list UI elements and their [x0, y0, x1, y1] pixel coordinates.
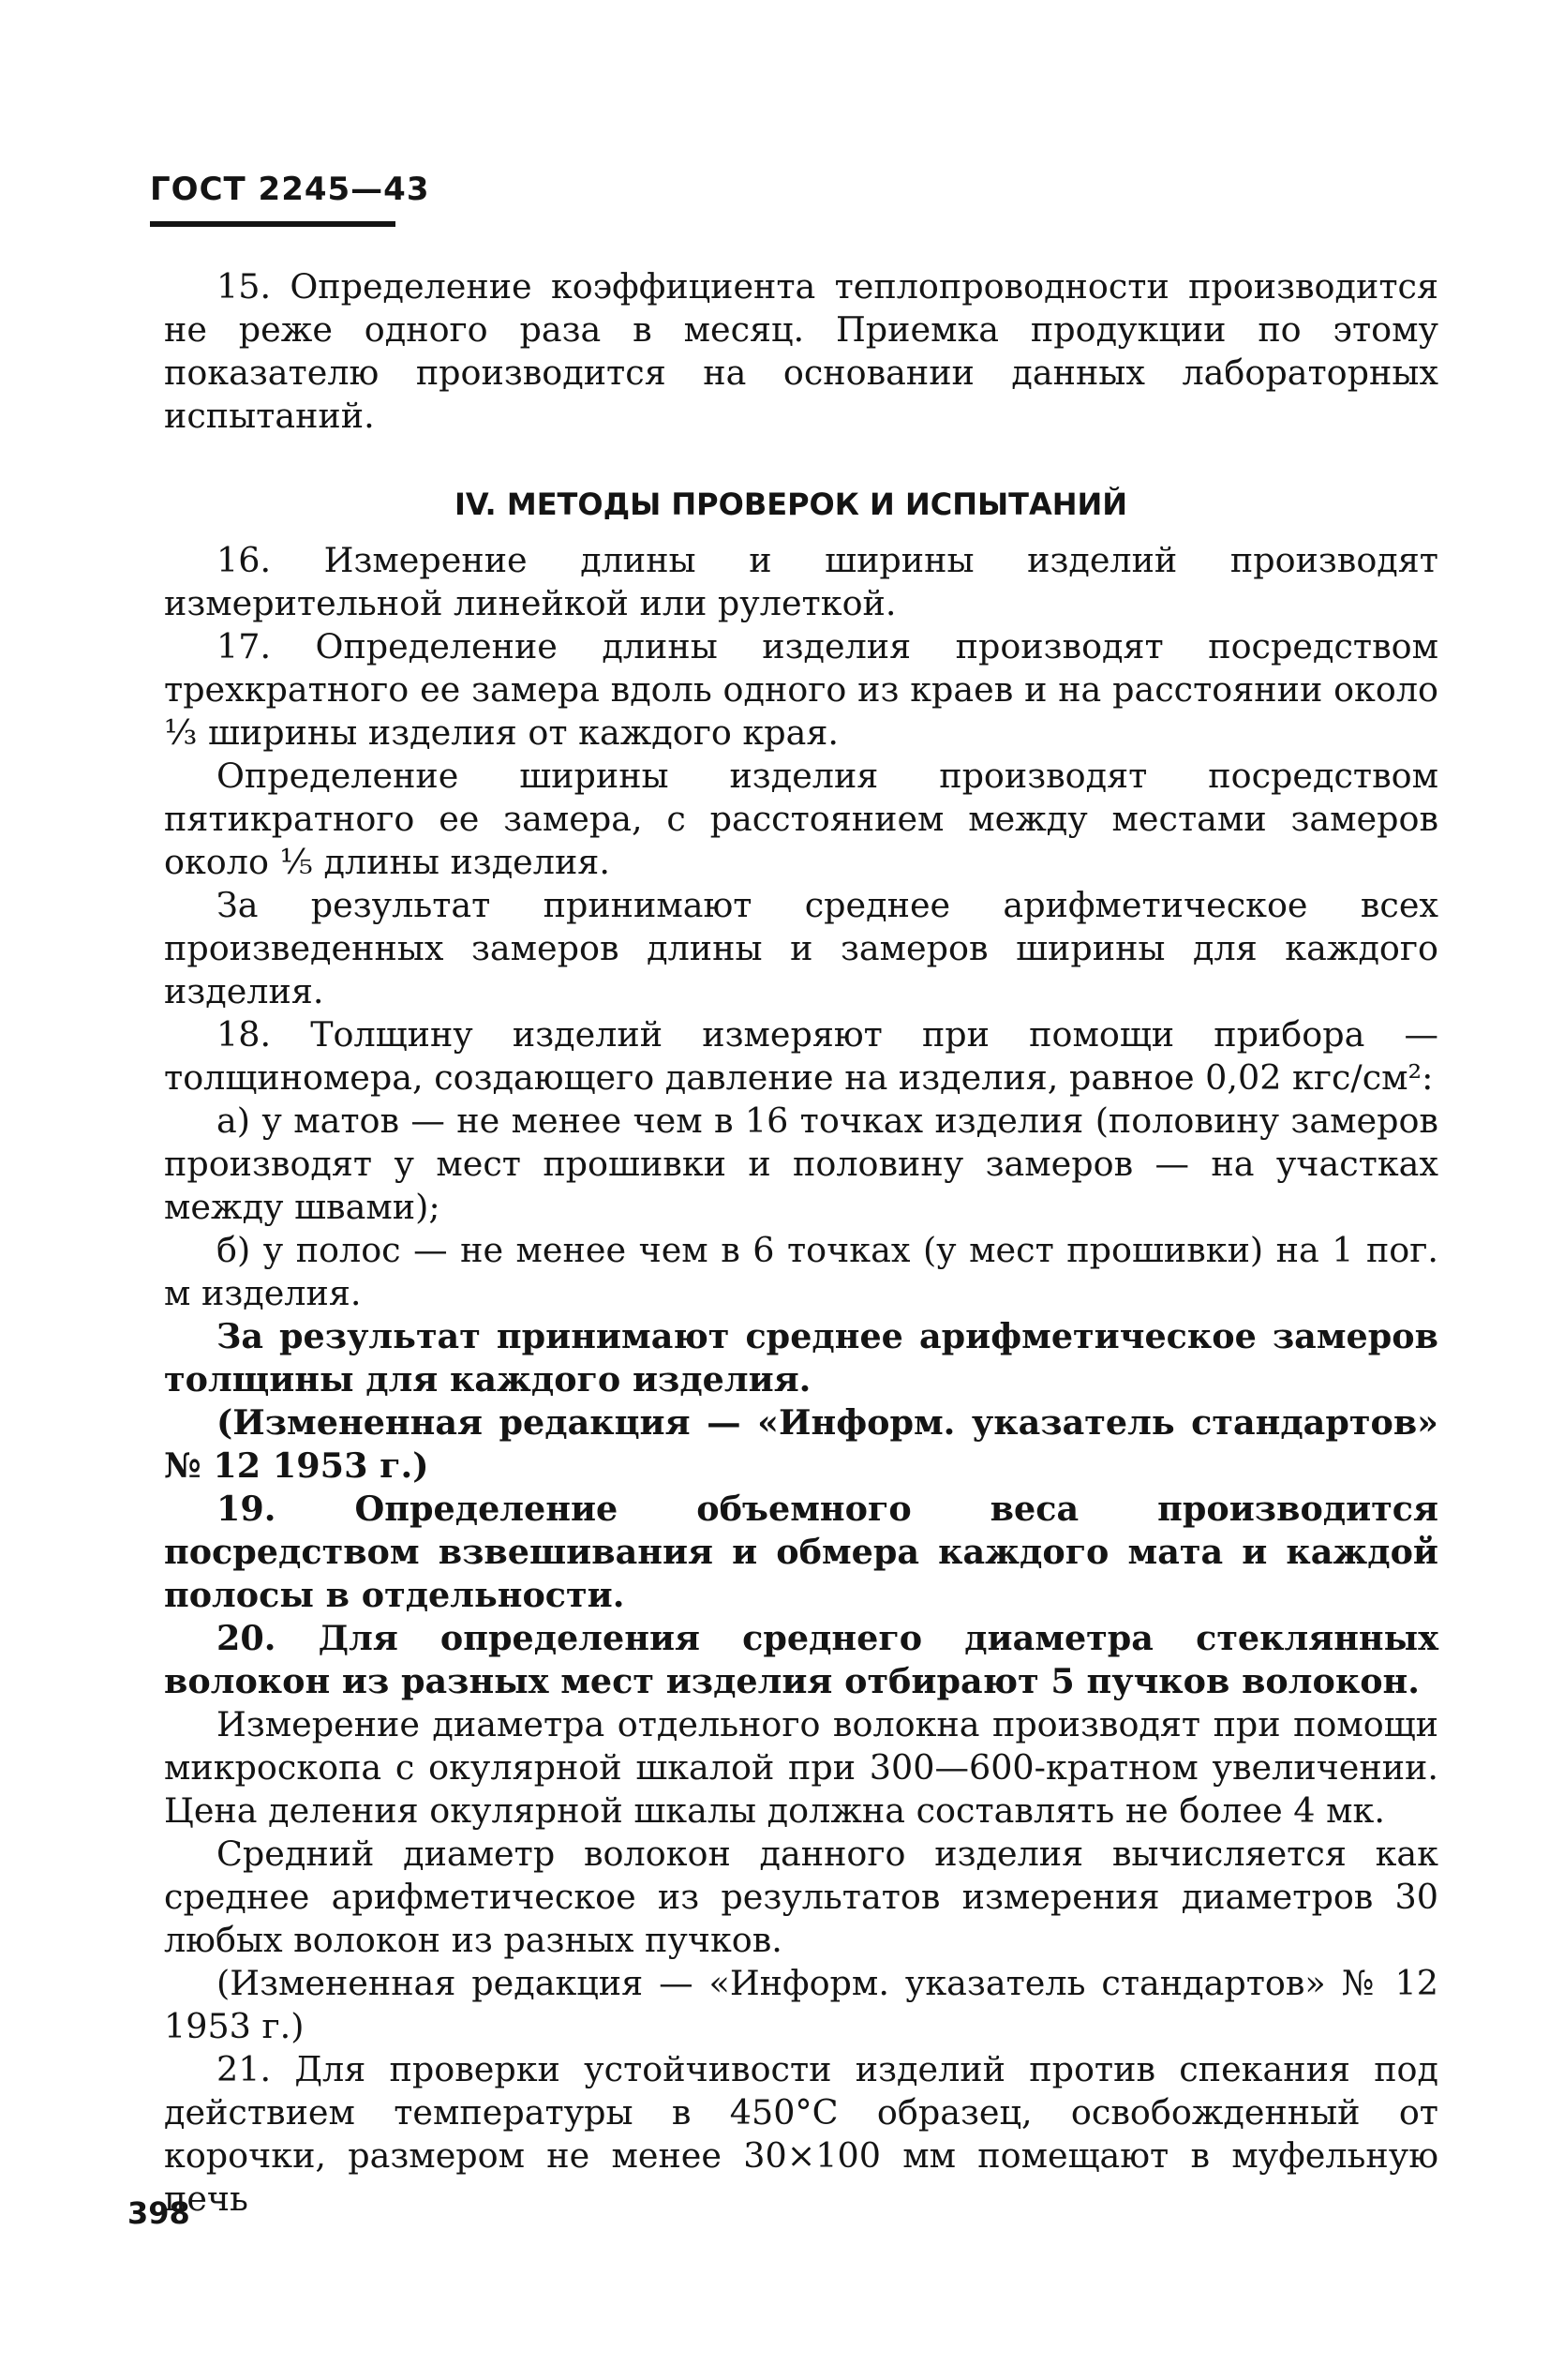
- amendment-note: (Измененная редакция — «Информ. указатель стандартов» № 12 1953 г.): [164, 1963, 1438, 2046]
- paragraph: Измерение диаметра отдельного волокна производят при помощи микроскопа с окулярной шкалой при 300—600-кратном увеличении. Цена деления окулярной шкалы должна составлять не более 4 мк.: [164, 1704, 1438, 1831]
- section-title: IV. МЕТОДЫ ПРОВЕРОК И ИСПЫТАНИЙ: [454, 486, 1128, 522]
- document-body: [164, 265, 1438, 2221]
- paragraph: б) у полос — не менее чем в 6 точках (у мест прошивки) на 1 пог. м изделия.: [164, 1230, 1438, 1313]
- paragraph: Определение ширины изделия производят посредством пятикратного ее замера, с расстоянием между местами замеров около ⅕ длины изделия.: [164, 756, 1438, 882]
- paragraph: 16. Измерение длины и ширины изделий производят измерительной линейкой или рулеткой.: [164, 540, 1438, 623]
- paragraph: 20. Для определения среднего диаметра стеклянных волокон из разных мест изделия отбирают 5 пучков волокон.: [164, 1618, 1438, 1701]
- paragraph: Средний диаметр волокон данного изделия вычисляется как среднее арифметическое из результатов измерения диаметров 30 любых волокон из разных пучков.: [164, 1834, 1438, 1960]
- paragraph: 18. Толщину изделий измеряют при помощи прибора — толщиномера, создающего давление на изделия, равное 0,02 кгс/см²:: [164, 1014, 1438, 1098]
- page-number: 398: [127, 2195, 190, 2231]
- paragraph: а) у матов — не менее чем в 16 точках изделия (половину замеров производят у мест прошивки и половину замеров — на участках между швами);: [164, 1100, 1438, 1227]
- standard-header: ГОСТ 2245—43: [150, 171, 430, 208]
- paragraph: 17. Определение длины изделия производят посредством трехкратного ее замера вдоль одного из краев и на расстоянии около ⅓ ширины изделия от каждого края.: [164, 626, 1438, 753]
- paragraph: За результат принимают среднее арифметическое всех произведенных замеров длины и замеров ширины для каждого изделия.: [164, 885, 1438, 1011]
- paragraph: 19. Определение объемного веса производится посредством взвешивания и обмера каждого мата и каждой полосы в отдельности.: [164, 1489, 1438, 1615]
- paragraph: 21. Для проверки устойчивости изделий против спекания под действием температуры в 450°C образец, освобожденный от корочки, размером не менее 30×100 мм помещают в муфельную печь: [164, 2049, 1438, 2219]
- amendment-note: (Измененная редакция — «Информ. указатель стандартов» № 12 1953 г.): [164, 1402, 1438, 1486]
- paragraph: За результат принимают среднее арифметическое замеров толщины для каждого изделия.: [164, 1316, 1438, 1400]
- header-rule: [150, 221, 395, 227]
- paragraph: 15. Определение коэффициента теплопроводности производится не реже одного раза в месяц. Приемка продукции по этому показателю производится на основании данных лабораторных испытаний.: [164, 266, 1438, 436]
